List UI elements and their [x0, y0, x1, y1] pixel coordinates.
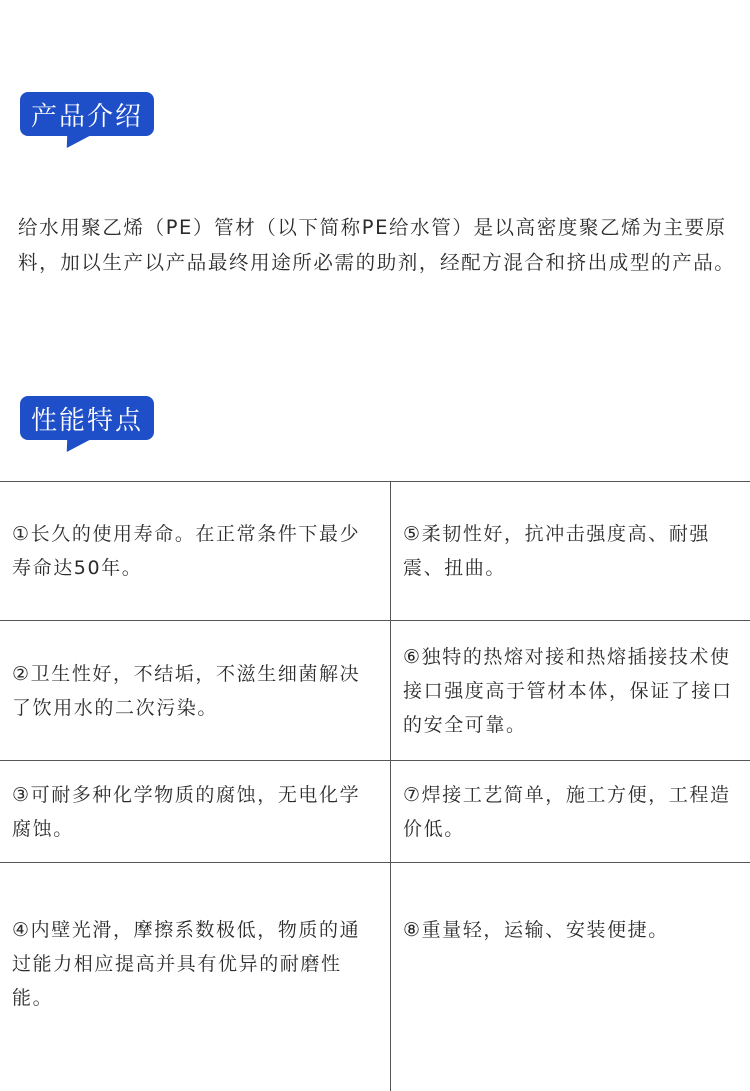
feature-item-3: ③可耐多种化学物质的腐蚀，无电化学腐蚀。 [12, 783, 361, 840]
table-cell [391, 863, 750, 1091]
feature-item-4: ④内壁光滑，摩擦系数极低，物质的通过能力相应提高并具有优异的耐磨性能。 [12, 919, 361, 1009]
feature-item-7: ⑦焊接工艺简单，施工方便，工程造价低。 [403, 783, 731, 840]
table-cell [0, 482, 391, 620]
table-cell [391, 761, 750, 862]
feature-item-5: ⑤柔韧性好，抗冲击强度高、耐强震、扭曲。 [403, 523, 711, 579]
feature-item-8: ⑧重量轻，运输、安装便捷。 [403, 919, 669, 941]
intro-paragraph: 给水用聚乙烯（PE）管材（以下简称PE给水管）是以高密度聚乙烯为主要原料，加以生产以产品最终用途所必需的助剂，经配方混合和挤出成型的产品。 [18, 216, 736, 274]
features-table [0, 481, 750, 1091]
table-row [0, 863, 750, 1091]
speech-bubble-tail-icon [61, 134, 94, 148]
section-title-features: 性能特点 [20, 396, 154, 440]
table-cell [391, 621, 750, 760]
table-cell [0, 621, 391, 760]
section-title-intro: 产品介绍 [20, 92, 154, 136]
section-tag-features [20, 396, 154, 456]
table-row [0, 621, 750, 761]
table-cell [0, 761, 391, 862]
feature-item-6: ⑥独特的热熔对接和热熔插接技术使接口强度高于管材本体，保证了接口的安全可靠。 [403, 645, 733, 736]
feature-item-2: ②卫生性好，不结垢，不滋生细菌解决了饮用水的二次污染。 [12, 662, 361, 719]
speech-bubble-tail-icon [61, 438, 94, 452]
table-row [0, 761, 750, 863]
section-tag-intro [20, 92, 154, 152]
feature-item-1: ①长久的使用寿命。在正常条件下最少寿命达50年。 [12, 523, 361, 579]
table-row [0, 482, 750, 621]
table-cell [391, 482, 750, 620]
table-cell [0, 863, 391, 1091]
